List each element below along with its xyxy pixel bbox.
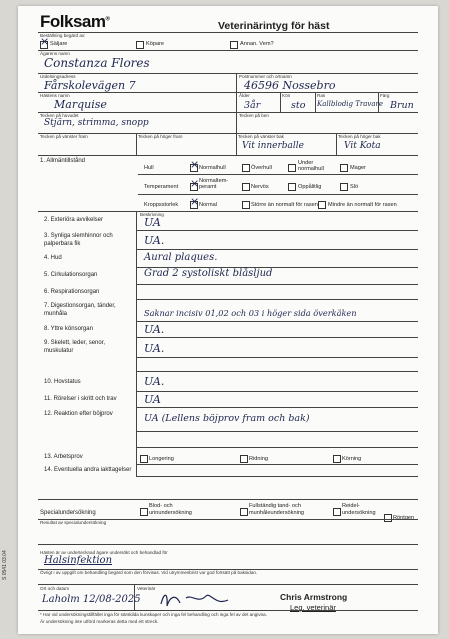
general-condition-label: 1. Allmäntillstånd — [40, 158, 86, 164]
markings-head-value: Stjärn, strimma, snopp — [44, 118, 149, 128]
page-title: Veterinärintyg för häst — [218, 20, 330, 32]
footnote-1: * Har vid undersökningstillfället inga för särskilda kunskaper och inga fel behandling och inga fel av det angivna. — [40, 612, 268, 617]
temperament-nervous-checkbox[interactable] — [242, 183, 250, 191]
buyer-label: Köpare — [146, 41, 165, 47]
sex-label: Kön — [282, 93, 291, 98]
body-size-label: Kroppsstorlek — [144, 202, 179, 208]
temperament-unreliable-checkbox[interactable] — [288, 183, 296, 191]
hull-normal-label: Normalhull — [199, 165, 226, 171]
temperament-sluggish-label: Slö — [350, 184, 359, 190]
skeleton-label: 9. Skelett, leder, senor, muskulatur — [44, 340, 106, 354]
size-smaller-label: Mindre än normalt för rasen — [328, 202, 397, 208]
mark-rb-label: Tecken på höger bak — [338, 134, 381, 139]
temperament-normal-label: Normaltem-peramt — [199, 178, 229, 190]
certificate-page — [18, 6, 438, 634]
ordered-by-label: Beställning begärd av: — [40, 33, 86, 38]
treatment-value: Halsinfektion — [44, 555, 113, 566]
hull-under-label: Under normalhull — [298, 160, 324, 172]
driving-label: Körning — [342, 456, 362, 462]
hull-under-checkbox[interactable] — [288, 164, 296, 172]
special-exam-label: Specialundersökning — [40, 510, 96, 516]
address-label: Utdelningsadress — [40, 74, 76, 79]
seller-label: Säljare — [50, 41, 68, 47]
blood-urine-label: Blod- och urinundersökning — [149, 503, 192, 516]
exterior-label: 2. Exteriöra avvikelser — [44, 217, 104, 223]
temperament-normal-mark: × — [190, 177, 200, 190]
size-larger-checkbox[interactable] — [242, 201, 250, 209]
buyer-checkbox[interactable] — [136, 41, 144, 49]
owner-name-label: Ägarens namn — [40, 51, 70, 56]
digestion-label: 7. Digestionsorgan, tänder, munhåla — [44, 303, 116, 317]
color-value: Brun — [390, 100, 414, 111]
age-label: Ålder — [239, 93, 250, 98]
place-date-value: Laholm 12/08-2025 — [42, 594, 141, 605]
hoof-label: 10. Hovstatus — [44, 379, 81, 385]
size-smaller-checkbox[interactable] — [318, 201, 326, 209]
size-normal-label: Normal — [199, 202, 218, 208]
movement-value: UA — [144, 393, 161, 406]
sex-value: sto — [291, 100, 306, 111]
mark-lf-label: Tecken på vänster fram — [40, 134, 88, 139]
address-value: Fårskolevägen 7 — [44, 79, 136, 92]
hull-label: Hull — [144, 165, 154, 171]
driving-checkbox[interactable] — [333, 455, 341, 463]
markings-head-label: Tecken på huvudet — [40, 113, 79, 118]
horse-name-value: Marquise — [54, 98, 107, 111]
riding-label: Ridning — [249, 456, 268, 462]
breed-label: Ras — [317, 93, 326, 98]
mark-lb-value: Vit innerballe — [242, 141, 305, 151]
postal-value: 46596 Nossebro — [244, 79, 336, 92]
flexion-value: UA (Lellens böjprov fram och bak) — [144, 413, 310, 424]
mark-rf-label: Tecken på höger fram — [138, 134, 183, 139]
dental-exam-checkbox[interactable] — [240, 508, 248, 516]
hull-over-label: Överhull — [251, 165, 272, 171]
temperament-nervous-label: Nervös — [251, 184, 269, 190]
lunging-checkbox[interactable] — [140, 455, 148, 463]
special-result-label: Resultat av specialundersökning — [40, 520, 107, 525]
xray-checkbox[interactable] — [384, 514, 392, 522]
movement-label: 11. Rörelser i skritt och trav — [44, 396, 117, 402]
reidel-checkbox[interactable] — [333, 508, 341, 516]
vet-signature — [158, 590, 238, 610]
place-date-label: Ort och datum — [40, 586, 70, 591]
mucous-label: 3. Synliga slemhinnor och palperbara fik — [44, 233, 113, 247]
riding-checkbox[interactable] — [240, 455, 248, 463]
exterior-value: UA — [144, 216, 161, 229]
other-observations-label: 14. Eventuella andra iakttagelser — [44, 467, 132, 473]
circulation-value: Grad 2 systoliskt blåsljud — [144, 268, 273, 279]
reidel-label: Reidel-undersökning — [342, 503, 376, 516]
age-value: 3år — [244, 100, 261, 111]
mark-lb-label: Tecken på vänster bak — [238, 134, 284, 139]
hoof-value: UA. — [144, 375, 165, 388]
respiration-label: 6. Respirationsorgan — [44, 289, 100, 295]
postal-label: Postnummer och ortnamn — [239, 74, 292, 79]
mucous-value: UA. — [144, 234, 165, 247]
lunging-label: Longering — [149, 456, 174, 462]
folksam-logo: Folksam® — [40, 12, 110, 31]
size-normal-mark: × — [190, 195, 200, 208]
vet-name: Chris Armstrong — [280, 592, 348, 602]
hull-lean-label: Mager — [350, 165, 366, 171]
vet-title: Leg. veterinär — [290, 603, 336, 612]
other-label: Annan. Vem? — [240, 41, 274, 47]
skin-value: Aural plaques. — [144, 252, 218, 263]
dental-exam-label: Fullständig tand- och munhåleundersökning — [249, 503, 305, 516]
temperament-label: Temperament — [144, 184, 179, 190]
mark-rb-value: Vit Kota — [344, 141, 381, 151]
temperament-sluggish-checkbox[interactable] — [340, 183, 348, 191]
description-label: Beskrivning — [140, 212, 164, 217]
vet-signature-label: Veterinär — [137, 586, 156, 591]
hull-normal-mark: × — [190, 158, 200, 171]
digestion-value: Saknar incisiv 01,02 och 03 i höger sida överkäken — [144, 308, 357, 318]
size-larger-label: Större än normalt för rasen — [251, 202, 318, 208]
footnote-2: Är undersökning inte utförd markeras detta med ett streck. — [40, 619, 159, 624]
horse-name-label: Hästens namn — [40, 93, 70, 98]
other-checkbox[interactable] — [230, 41, 238, 49]
genital-label: 8. Yttre könsorgan — [44, 326, 93, 332]
seller-check-mark: × — [40, 35, 50, 48]
skeleton-value: UA. — [144, 342, 165, 355]
treatment-declaration-label: Hästen är av undertecknad ägare undersökt och behandlad för — [40, 550, 168, 555]
work-test-label: 13. Arbetsprov — [44, 454, 83, 460]
color-label: Färg — [380, 93, 390, 98]
genital-value: UA. — [144, 323, 165, 336]
skin-label: 4. Hud — [44, 255, 62, 261]
treatment-warning: Övrigt i av uppgift om behandling begärd som den förvisas. Vid utrymmesbrist var god fortsätt på baksidan. — [40, 570, 258, 575]
temperament-unreliable-label: Oppålitlig — [298, 184, 322, 190]
hull-over-checkbox[interactable] — [242, 164, 250, 172]
flexion-label: 12. Reaktion efter böjprov — [44, 411, 113, 417]
markings-legs-label: Tecken på ben — [239, 113, 269, 118]
blood-urine-checkbox[interactable] — [140, 508, 148, 516]
breed-value: Kallblodig Travare — [317, 100, 384, 108]
xray-label: Röntgen — [393, 515, 415, 521]
circulation-label: 5. Cirkulationsorgan — [44, 272, 98, 278]
hull-lean-checkbox[interactable] — [340, 164, 348, 172]
form-code: S 0541 03.04 — [2, 550, 8, 580]
owner-name-value: Constanza Flores — [44, 56, 150, 70]
